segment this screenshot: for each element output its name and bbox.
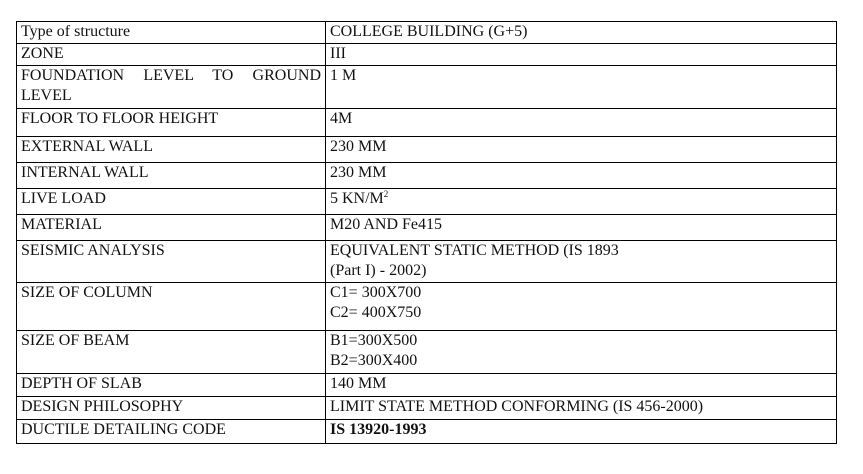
row-value: III [326, 44, 837, 66]
row-label: DESIGN PHILOSOPHY [17, 397, 326, 420]
row-value: 1 M [326, 66, 837, 109]
value-line: B1=300X500 [330, 332, 418, 349]
value-line: B2=300X400 [330, 352, 418, 369]
superscript: 2 [383, 189, 389, 199]
row-value [326, 189, 837, 215]
table-row [17, 137, 837, 163]
row-label: SIZE OF BEAM [17, 331, 326, 374]
row-value: 140 MM [326, 374, 837, 397]
row-label: FOUNDATION LEVEL TO GROUND LEVEL [17, 66, 326, 109]
table-row [17, 374, 837, 397]
value-line: EQUIVALENT STATIC METHOD (IS 1893 [330, 242, 619, 259]
row-value: LIMIT STATE METHOD CONFORMING (IS 456-2000) [326, 397, 837, 420]
table-row [17, 22, 837, 44]
row-value: COLLEGE BUILDING (G+5) [326, 22, 837, 44]
value-line: C1= 300X700 [330, 284, 422, 301]
value-line: C2= 400X750 [330, 304, 422, 321]
table-row [17, 44, 837, 66]
row-value: M20 AND Fe415 [326, 215, 837, 241]
row-label: DUCTILE DETAILING CODE [17, 420, 326, 444]
row-label: EXTERNAL WALL [17, 137, 326, 163]
row-label: MATERIAL [17, 215, 326, 241]
live-load-value: 5 KN/M [330, 190, 384, 207]
table-row [17, 109, 837, 137]
row-label: ZONE [17, 44, 326, 66]
table-row [17, 163, 837, 189]
table-row [17, 283, 837, 331]
row-value [326, 241, 837, 283]
row-value: 4M [326, 109, 837, 137]
structure-details-table [16, 21, 837, 444]
row-value: 230 MM [326, 137, 837, 163]
row-value: IS 13920-1993 [326, 420, 837, 444]
table-row [17, 189, 837, 215]
row-label: FLOOR TO FLOOR HEIGHT [17, 109, 326, 137]
row-label: DEPTH OF SLAB [17, 374, 326, 397]
row-label: SEISMIC ANALYSIS [17, 241, 326, 283]
row-value [326, 331, 837, 374]
value-line: (Part I) - 2002) [330, 262, 427, 279]
row-label: SIZE OF COLUMN [17, 283, 326, 331]
table-row [17, 215, 837, 241]
row-label: Type of structure [17, 22, 326, 44]
row-label: INTERNAL WALL [17, 163, 326, 189]
row-label: LIVE LOAD [17, 189, 326, 215]
table-row [17, 331, 837, 374]
table-row [17, 66, 837, 109]
table-row [17, 397, 837, 420]
table-row [17, 420, 837, 444]
row-value: 230 MM [326, 163, 837, 189]
table-row [17, 241, 837, 283]
row-value [326, 283, 837, 331]
